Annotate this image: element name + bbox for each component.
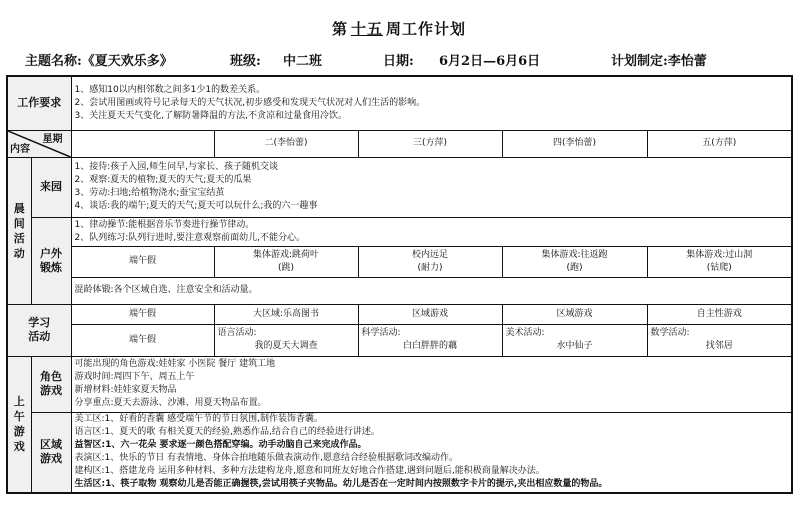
area-games-label [31, 412, 71, 493]
outdoor-game-cell [358, 246, 502, 277]
date-label: 日期: [383, 54, 414, 69]
outdoor-item: 2、队列练习:队列行进时,要注意观察前面幼儿,不能分心。 [74, 232, 305, 243]
day-header-thu: 四(李怡蕾) [502, 130, 647, 157]
outdoor-game-cell [71, 246, 214, 277]
date-value: 6月2日—6月6日 [439, 54, 541, 69]
arrival-item: 3、劳动:扫地;给植物浇水;蚕宝宝结茧 [74, 188, 225, 198]
outdoor-games-row [7, 246, 792, 277]
label-text: 游戏 [40, 384, 62, 397]
role-play-item: 分享重点:夏天去游泳、沙滩、用夏天物品布置。 [74, 398, 267, 408]
area-game-item: 语言区:1、夏天的歌 有相关夏天的经验,熟悉作品,结合自己的经验进行讲述。 [74, 427, 380, 438]
study-activity-cell [214, 324, 358, 356]
arrival-row [7, 157, 792, 217]
corner-content-label: 内容 [10, 143, 30, 155]
header-corner [7, 130, 71, 157]
activity-type: 数学活动: [650, 328, 690, 338]
activity-type: 端午假 [128, 334, 156, 345]
study-activity-cell [502, 324, 647, 356]
study-cell: 端午假 [71, 304, 214, 324]
game-type: (耐力) [417, 262, 443, 273]
area-game-item: 生活区:1、筷子取物 观察幼儿是否能正确握筷,尝试用筷子夹物品。幼儿是否在一定时间内按照数字卡片的提示,夹出相应数量的物品。 [74, 479, 608, 490]
area-game-item: 表演区:1、快乐的节日 有表情地、身体合拍地随乐做表演动作,愿意结合经验根据歌词改编动作。 [74, 453, 458, 464]
theme-name: 主题名称:《夏天欢乐多》 [25, 54, 173, 69]
label-char: 活 [13, 231, 25, 245]
role-play-item: 可能出现的角色游戏:娃娃家 小医院 餐厅 建筑工地 [74, 359, 276, 369]
day-header-tue: 二(李怡蕾) [214, 130, 358, 157]
label-char: 戏 [13, 440, 25, 454]
label-text: 户外 [40, 246, 62, 260]
morning-games-label [7, 356, 31, 493]
label-char: 午 [13, 410, 25, 424]
label-char: 上 [13, 395, 25, 409]
label-text: 锻炼 [40, 260, 62, 274]
outdoor-game-cell [502, 246, 647, 277]
label-text: 活动 [28, 330, 51, 343]
study-activity-cell [71, 324, 214, 356]
outdoor-items-row [7, 217, 792, 246]
game-name: 校内远足 [411, 249, 448, 260]
arrival-item: 4、谈话:我的端午;夏天的天气;夏天可以玩什么;我的六一趣事 [74, 201, 318, 211]
mixed-age-row [7, 277, 792, 304]
area-games-row [7, 412, 792, 493]
arrival-content [71, 157, 792, 217]
requirement-item: 3、关注夏天天气变化,了解防暑降温的方法,不贪凉和过量食用冷饮。 [74, 110, 347, 121]
day-header-fri: 五(方萍) [647, 130, 792, 157]
area-game-item: 建构区:1、搭建龙舟 运用多种材料、多种方法建构龙舟,愿意和同班友好地合作搭建,遇到问题后,能积极商量解决办法。 [74, 466, 545, 477]
morning-activities-label [7, 157, 31, 304]
label-char: 游 [13, 425, 25, 439]
study-row-2 [7, 324, 792, 356]
title-prefix: 第 [331, 20, 348, 38]
day-header-wed: 三(方萍) [358, 130, 502, 157]
requirements-label: 工作要求 [7, 76, 71, 130]
study-cell: 大区域:乐高图书 [214, 304, 358, 324]
game-type: (跑) [566, 262, 583, 273]
requirements-content [71, 76, 792, 130]
activity-name: 水中仙子 [556, 341, 593, 351]
day-header-row [7, 130, 792, 157]
game-type: (钻爬) [706, 262, 732, 273]
outdoor-content [71, 217, 792, 246]
study-cell: 自主性游戏 [647, 304, 792, 324]
requirements-row [7, 76, 792, 130]
role-play-label [31, 356, 71, 412]
arrival-item: 2、观察:夏天的植物;夏天的天气;夏天的瓜果 [74, 175, 252, 185]
activity-type: 语言活动: [217, 328, 257, 338]
role-play-item: 游戏时间:周四下午、周五上午 [74, 372, 195, 382]
class-value: 中二班 [283, 54, 323, 69]
area-game-item: 美工区:1、好看的香囊 感受端午节的节日氛围,制作装饰香囊。 [74, 414, 323, 425]
game-name: 集体游戏:过山洞 [686, 249, 753, 260]
study-activity-cell [358, 324, 502, 356]
activity-type: 科学活动: [361, 328, 401, 338]
requirement-item: 1、感知10以内相邻数之间多1少1的数差关系。 [74, 84, 266, 95]
game-name: 集体游戏:往返跑 [541, 249, 608, 260]
activity-type: 美术活动: [505, 328, 545, 338]
area-games-content [71, 412, 792, 493]
activity-name: 找邻居 [705, 341, 733, 351]
outdoor-label [31, 217, 71, 304]
corner-weekday-label: 星期 [42, 133, 63, 145]
label-text: 角色 [40, 370, 62, 383]
study-activity-cell [647, 324, 792, 356]
game-name: 端午假 [128, 256, 156, 266]
area-game-item: 益智区:1、六一花朵 要求逐一颜色搭配穿编。动手动脑自己来完成作品。 [74, 440, 367, 451]
study-cell: 区域游戏 [358, 304, 502, 324]
label-text: 游戏 [40, 452, 62, 466]
day-header-mon [71, 130, 214, 157]
study-cell: 区域游戏 [502, 304, 647, 324]
class-label: 班级: [230, 54, 261, 69]
outdoor-game-cell [647, 246, 792, 277]
game-type: (跳) [277, 262, 295, 273]
study-row-1 [7, 304, 792, 324]
planner: 计划制定:李怡蕾 [611, 54, 707, 69]
label-text: 区域 [40, 438, 62, 452]
activity-name: 我的夏天大调查 [254, 341, 318, 351]
page-title [0, 18, 798, 39]
label-char: 动 [13, 246, 25, 260]
study-activities-label [7, 304, 71, 356]
role-play-row [7, 356, 792, 412]
activity-name: 白白胖胖的藕 [402, 341, 457, 351]
weekly-plan-table [6, 75, 793, 494]
arrival-label: 来园 [31, 157, 71, 217]
arrival-item: 1、接待:孩子入园,师生问早,与家长、孩子随机交谈 [74, 162, 278, 172]
week-number: 十五 [350, 20, 383, 38]
game-name: 集体游戏:跳荷叶 [252, 249, 320, 260]
role-play-content [71, 356, 792, 412]
outdoor-game-cell [214, 246, 358, 277]
outdoor-item: 1、律动操节:能根据音乐节奏进行操节律动。 [74, 219, 255, 230]
requirement-item: 2、尝试用图画或符号记录每天的天气状况,初步感受和发现天气状况对人们生活的影响。 [74, 97, 426, 108]
title-suffix: 周工作计划 [386, 20, 467, 38]
mixed-age-exercise: 混龄体锻:各个区域自选、注意安全和活动量。 [71, 277, 792, 304]
role-play-item: 新增材料:娃娃家夏天物品 [74, 385, 177, 395]
label-char: 间 [13, 216, 25, 230]
plan-meta [25, 50, 785, 70]
label-char: 晨 [13, 201, 25, 215]
label-text: 学习 [28, 316, 51, 329]
